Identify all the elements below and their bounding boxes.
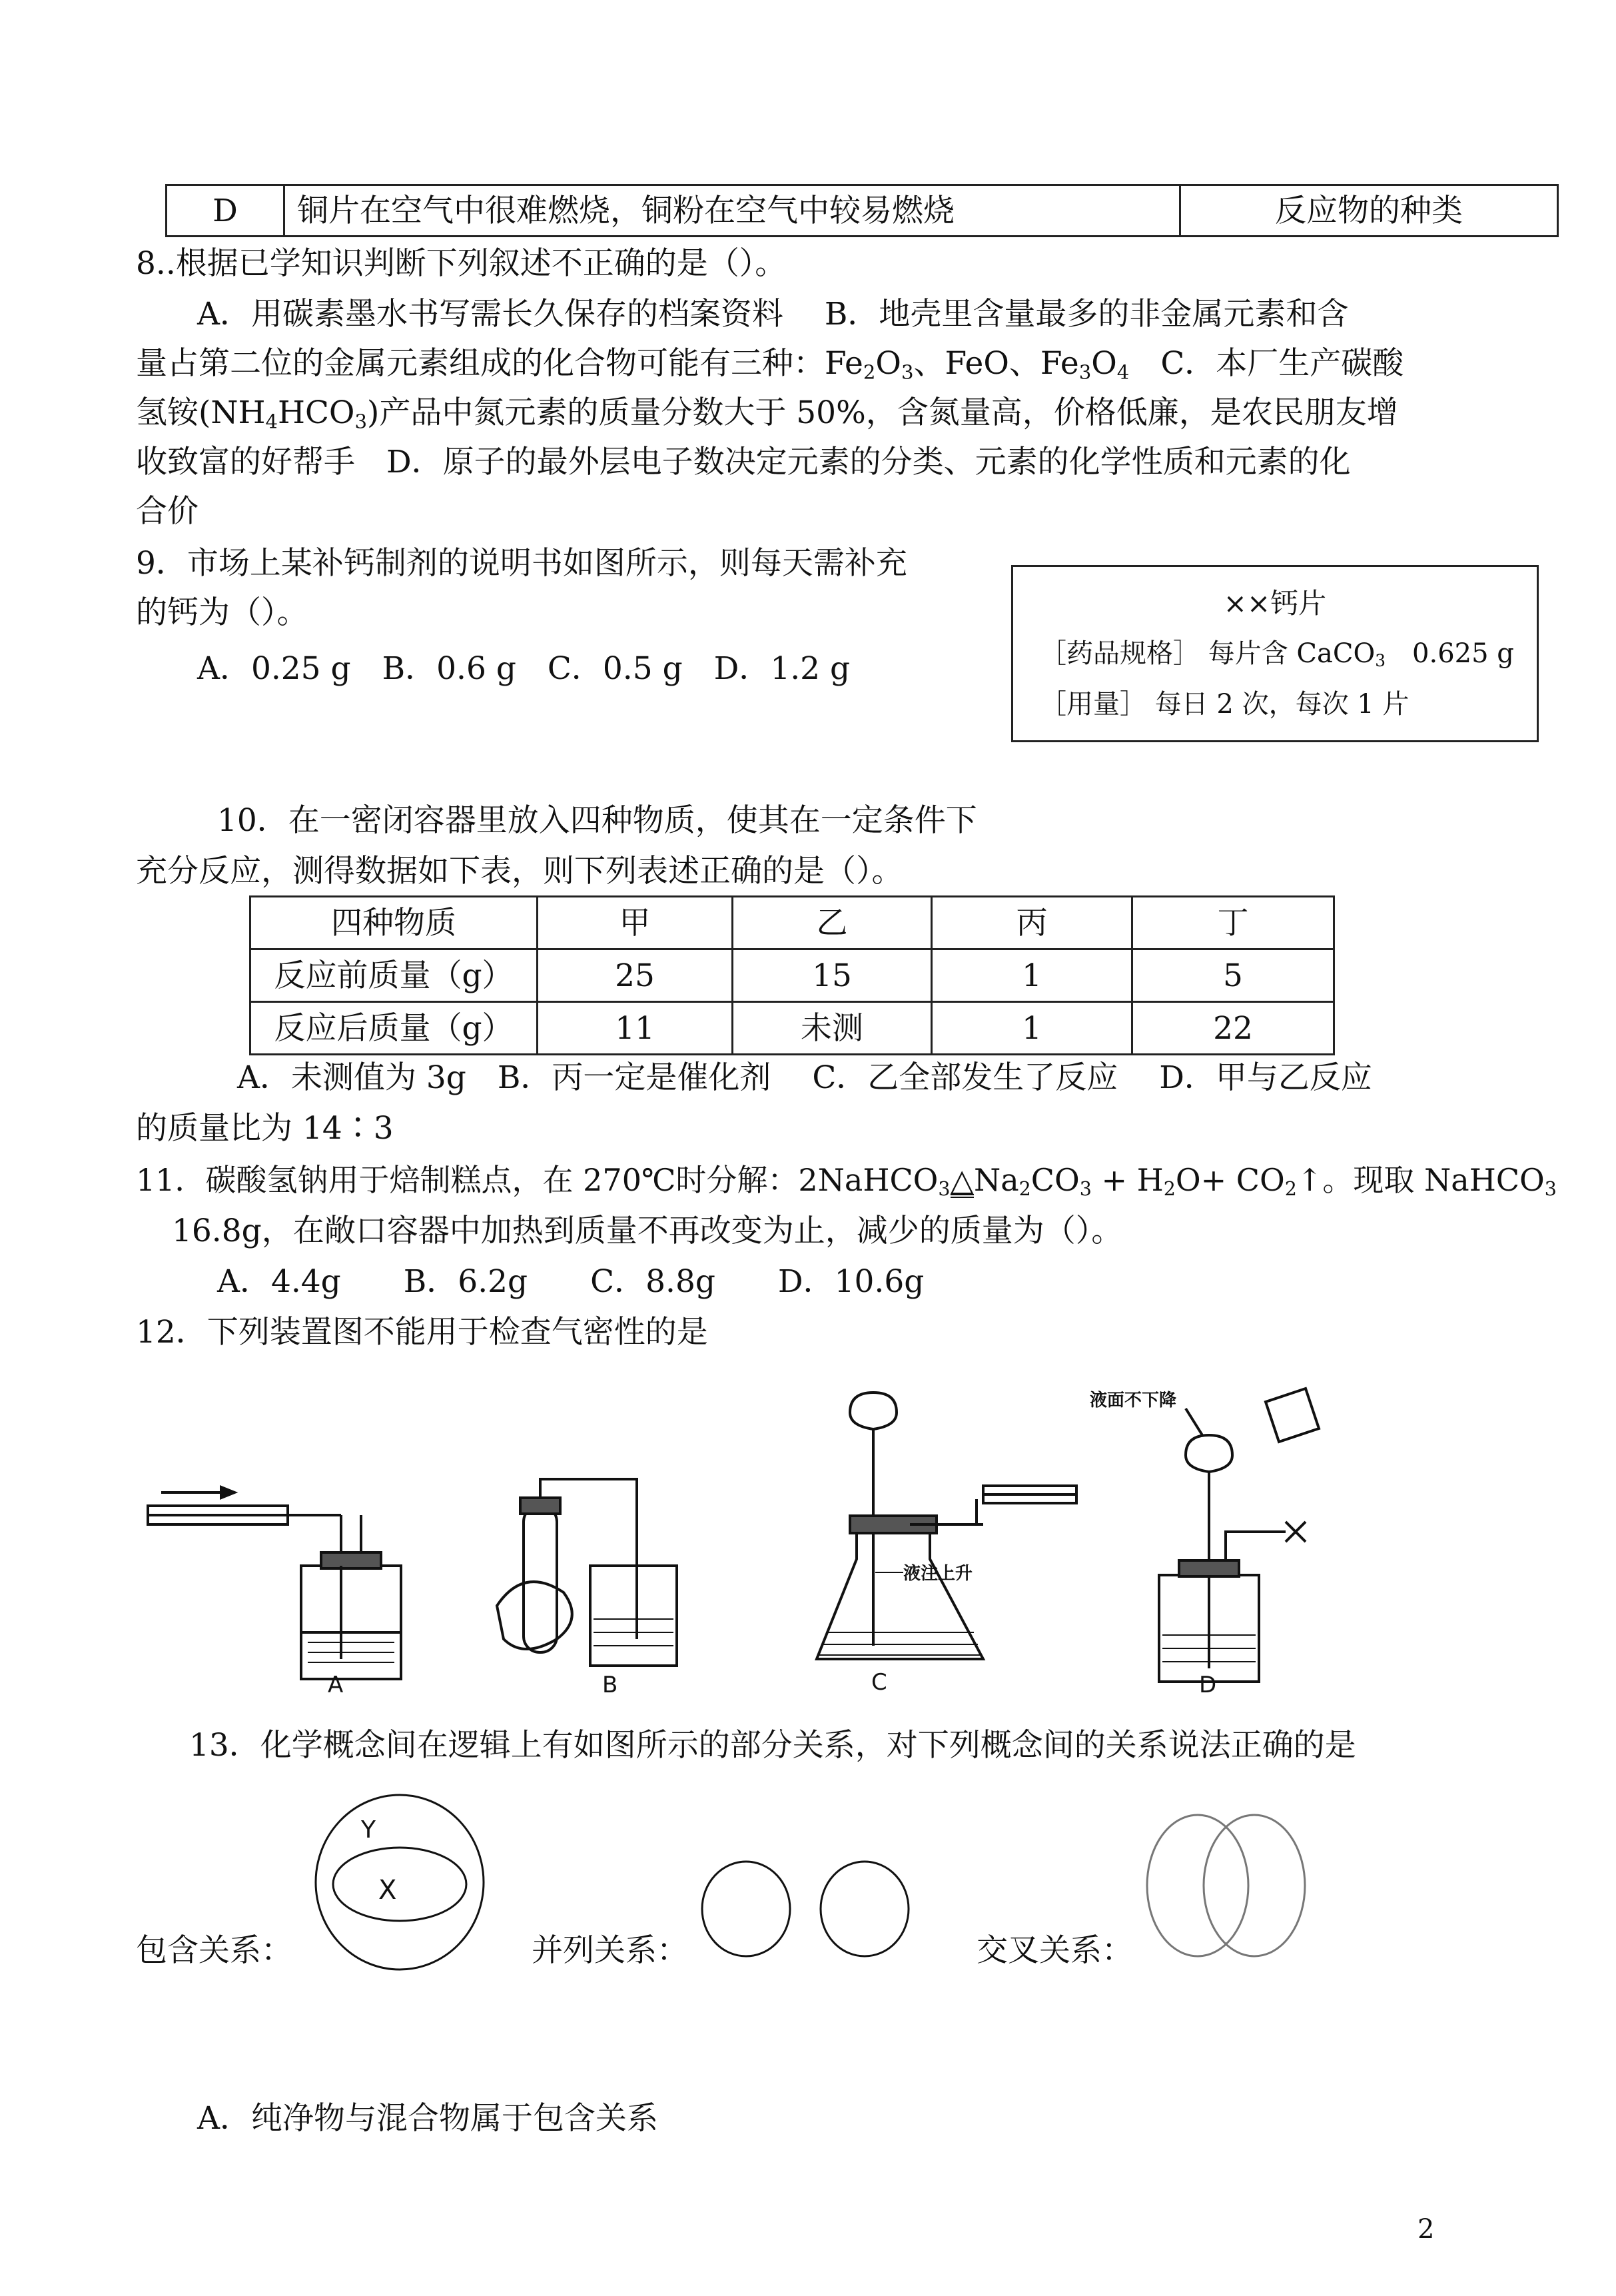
set-x-label: X [378, 1875, 397, 1906]
q10-options-line-1: A．未测值为 3g B．丙一定是催化剂 C．乙全部发生了反应 D．甲与乙反应 [237, 1059, 1372, 1096]
q11-options: A．4.4g B．6.2g C．8.8g D．10.6g [217, 1263, 925, 1300]
table-header-cell: 四种物质 [250, 897, 538, 949]
apparatus-b-figure [484, 1466, 710, 1698]
label-title: ××钙片 [1223, 587, 1327, 620]
q8-line-3: 氢铵$(NH_4HCO_3)$产品中氮元素的质量分数大于 50%，含氮量高，价格低廉，是农民朋友增 [136, 394, 1398, 433]
beaker-icon [590, 1566, 677, 1666]
apparatus-c-figure [810, 1393, 1090, 1696]
q8-line-4: 收致富的好帮手 D．原子的最外层电子数决定元素的分类、元素的化学性质和元素的化 [136, 444, 1351, 480]
funnel-icon [1186, 1435, 1232, 1472]
clamp-icon [1286, 1522, 1306, 1542]
page-number: 2 [1417, 2214, 1435, 2245]
label-spec: ［药品规格］ 每片含 CaCO$_3$ 0.625 g [1040, 638, 1514, 671]
set-y-label: Y [361, 1816, 376, 1844]
table-header-cell: 乙 [733, 897, 932, 949]
table-cell: 11 [538, 1002, 733, 1055]
funnel-icon [850, 1393, 897, 1429]
label-usage: ［用量］ 每日 2 次，每次 1 片 [1040, 689, 1410, 720]
q9-line-2: 的钙为（）。 [136, 594, 308, 631]
contain-relation-diagram [313, 1792, 486, 1972]
row-description: 铜片在空气中很难燃烧，铜粉在空气中较易燃烧 [284, 185, 1180, 237]
apparatus-label-b: B [602, 1672, 618, 1698]
q8-line-2: 量占第二位的金属元素组成的化合物可能有三种：$Fe_2O_3$、FeO、$Fe_3O_4$ C．本厂生产碳酸 [136, 345, 1404, 384]
pouring-beaker-icon [1266, 1389, 1319, 1442]
test-tube-icon [524, 1506, 557, 1652]
table-header-row [250, 897, 1334, 949]
table-header-cell: 甲 [538, 897, 733, 949]
heating-triangle-icon: △ [950, 1162, 974, 1198]
table-header-cell: 丁 [1132, 897, 1334, 949]
apparatus-c-note: 液注上升 [903, 1564, 973, 1584]
table-cell: 反应后质量（g） [250, 1002, 538, 1055]
table-cell: 15 [733, 949, 932, 1002]
table-cell: 1 [932, 1002, 1132, 1055]
table-cell: 5 [1132, 949, 1334, 1002]
row-factor: 反应物的种类 [1180, 185, 1558, 237]
table-cell: 22 [1132, 1002, 1334, 1055]
q13-stem: 13．化学概念间在逻辑上有如图所示的部分关系，对下列概念间的关系说法正确的是 [189, 1727, 1356, 1764]
parallel-relation-label: 并列关系： [532, 1932, 688, 1969]
q10-line-1: 10．在一密闭容器里放入四种物质，使其在一定条件下 [217, 802, 977, 839]
q8-stem: 8..根据已学知识判断下列叙述不正确的是（）。 [136, 245, 787, 282]
table-cell: 1 [932, 949, 1132, 1002]
mass-data-table [249, 895, 1335, 1055]
table-cell: 25 [538, 949, 733, 1002]
q10-options-line-2: 的质量比为 14∶3 [136, 1110, 394, 1147]
table-cell: 反应前质量（g） [250, 949, 538, 1002]
q8-line-1: A．用碳素墨水书写需长久保存的档案资料 B．地壳里含量最多的非金属元素和含 [197, 296, 1349, 332]
apparatus-label-a: A [328, 1672, 344, 1698]
table-row [167, 185, 1558, 237]
table-row [250, 1002, 1334, 1055]
q13-option-a: A．纯净物与混合物属于包含关系 [197, 2100, 658, 2137]
table-row [250, 949, 1334, 1002]
q9-options: A．0.25 g B．0.6 g C．0.5 g D．1.2 g [197, 650, 851, 687]
contain-relation-label: 包含关系： [136, 1932, 292, 1969]
apparatus-label-c: C [871, 1669, 887, 1696]
apparatus-d-note: 液面不下降 [1090, 1391, 1177, 1411]
q11-line-1: 11．碳酸氢钠用于焙制糕点，在 270℃时分解：$2NaHCO_3\triangle Na_2CO_3 + H_2O+$ $CO_2↑$。现取 NaHCO$_3$ [136, 1162, 1557, 1201]
apparatus-d-figure [1086, 1382, 1366, 1698]
row-letter: D [167, 185, 284, 237]
table-header-cell: 丙 [932, 897, 1132, 949]
previous-question-table-row [165, 184, 1559, 237]
calcium-tablet-label [1011, 565, 1539, 742]
table-cell: 未测 [733, 1002, 932, 1055]
q11-line-2: 16.8g，在敞口容器中加热到质量不再改变为止，减少的质量为（）。 [172, 1213, 1123, 1249]
q12-stem: 12．下列装置图不能用于检查气密性的是 [136, 1314, 708, 1351]
q9-line-1: 9．市场上某补钙制剂的说明书如图所示，则每天需补充 [136, 545, 907, 582]
q8-line-5: 合价 [136, 493, 199, 530]
cross-relation-diagram [1144, 1812, 1311, 1959]
q10-line-2: 充分反应，测得数据如下表，则下列表述正确的是（）。 [136, 853, 903, 889]
apparatus-label-d: D [1199, 1672, 1217, 1698]
cross-relation-label: 交叉关系： [977, 1932, 1133, 1969]
apparatus-a-figure [141, 1466, 421, 1698]
hand-icon [497, 1582, 572, 1649]
parallel-relation-diagram [699, 1859, 913, 1959]
